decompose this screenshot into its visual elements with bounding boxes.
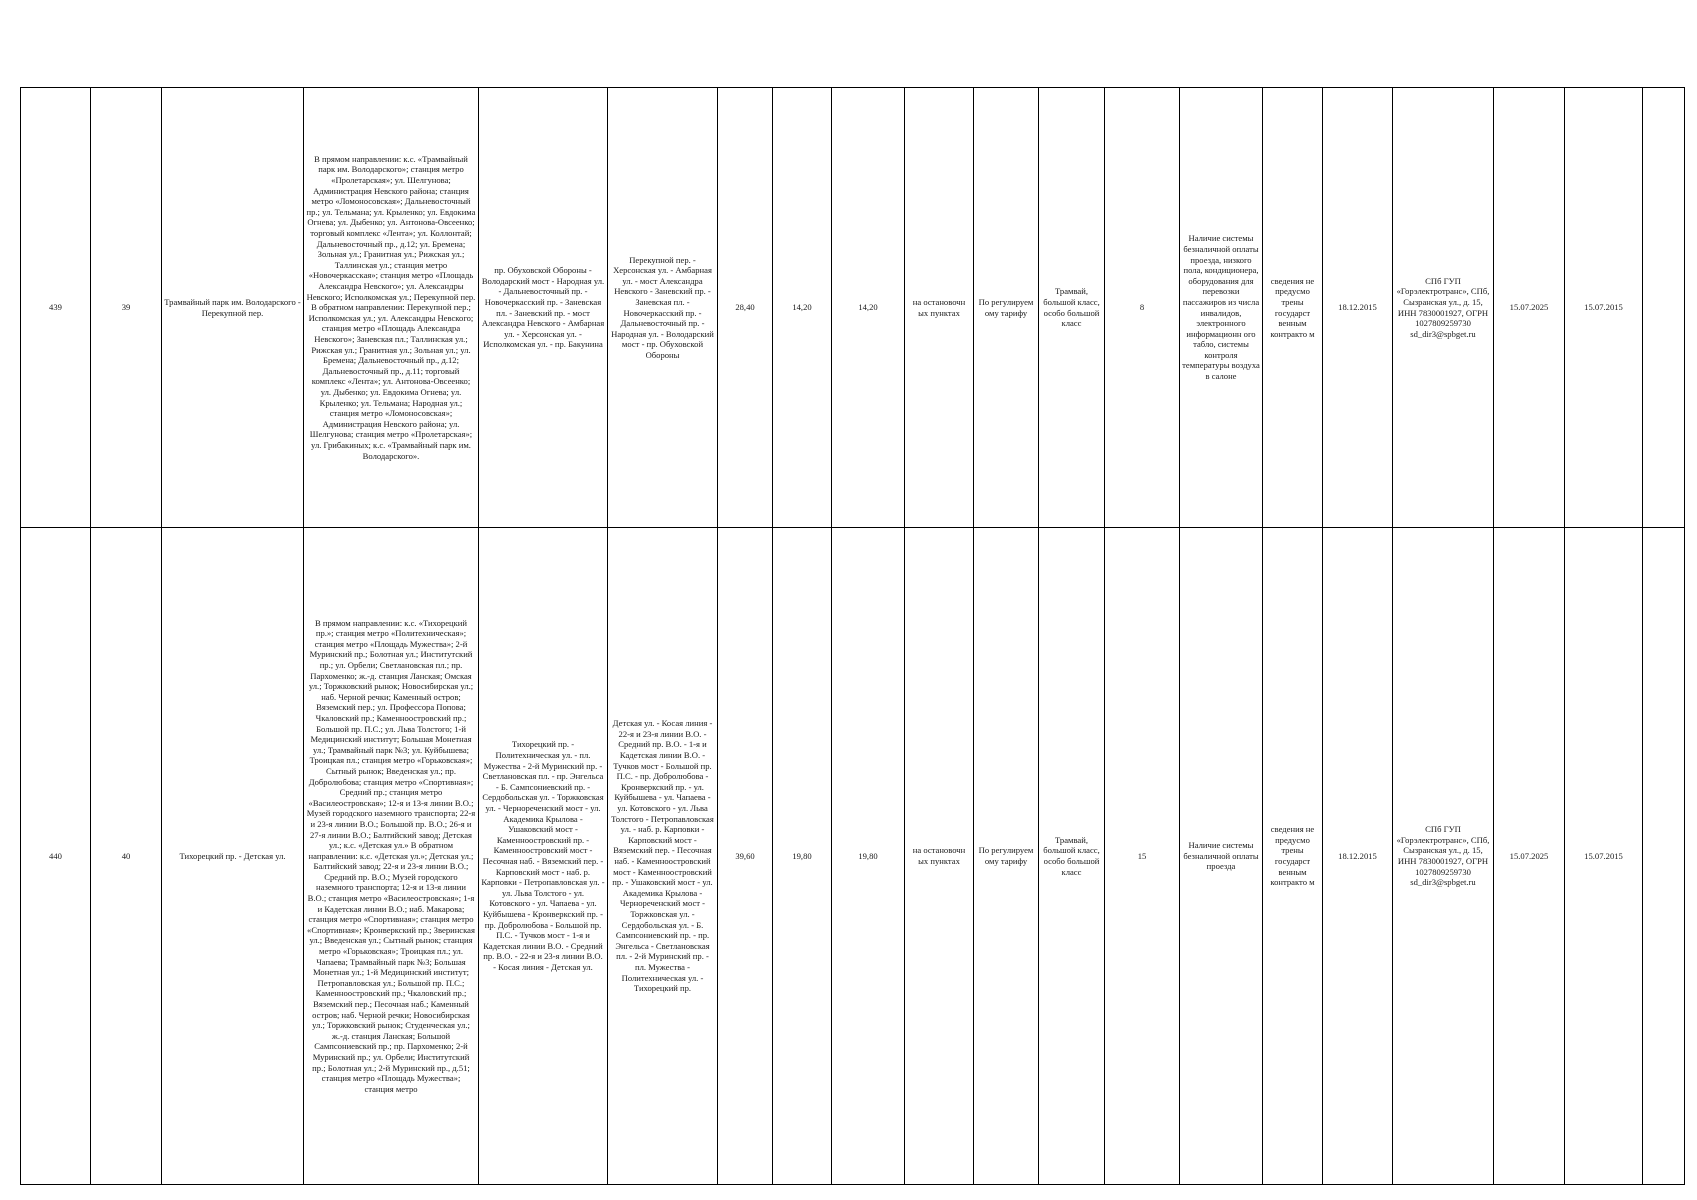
table-row xyxy=(21,88,1697,528)
cell-path-forward: пр. Обуховской Обороны - Володарский мост - Народная ул. - Дальневосточный пр. - Новочеркасский пр. - Заневская пл. - Заневский пр. - мост Александра Невского - Амбарная ул. - Херсонская ул. - Исполкомская ул. - пр. Бакунина xyxy=(479,88,608,528)
cell-route-stops: В прямом направлении: к.с. «Тихорецкий пр.»; станция метро «Политехническая»; станция метро «Площадь Мужества»; 2-й Муринский пр.; Болотная ул.; Институтский пр.; ул. Орбели; Светлановская пл.; пр. Пархоменко; ж.-д. станция Ланская; Омская ул.; Торжковский рынок; Новосибирская ул.; наб. Черной речки; Каменный остров; Вяземский пер.; ул. Профессора Попова; Чкаловский пр.; Каменноостровский пр.; Большой пр. П.С.; ул. Льва Толстого; 1-й Медицинский институт; Большая Монетная ул.; Трамвайный парк №3; ул. Куйбышева; Троицкая пл.; станция метро «Горьковская»; Сытный рынок; Введенская ул.; пр. Добролюбова; станция метро «Спортивная»; Средний пр.; станция метро «Василеостровская»; 12-я и 13-я линии В.О.; Музей городского наземного транспорта; 22-я и 23-я линии В.О.; Большой пр. В.О.; 26-я и 27-я линии В.О.; Балтийский завод; Детская ул.; к.с. «Детская ул.» В обратном направлении: к.с. «Детская ул.»; Детская ул.; Балтийский завод; 22-я и 23-я линии В.О.; Средний пр. В.О.; Музей городского наземного транспорта; 12-я и 13-я линии В.О.; станция метро «Василеостровская»; 1-я и Кадетская линии В.О.; наб. Макарова; станция метро «Спортивная»; станция метро «Спортивная»; Кронверкский пр.; Зверинская ул.; Введенская ул.; Сытный рынок; станция метро «Горьковская»; Троицкая пл.; ул. Чапаева; Трамвайный парк №3; Большая Монетная ул.; 1-й Медицинский институт; Петропавловская ул.; Большой пр. П.С.; Каменноостровский пр.; Чкаловский пр.; Вяземский пер.; Песочная наб.; Каменный остров; наб. Черной речки; Новосибирская ул.; Торжковский рынок; Студенческая ул.; ж.-д. станция Ланская; Большой Сампсониевский пр.; пр. Пархоменко; 2-й Муринский пр.; ул. Орбели; Институтский пр.; Болотная ул.; 2-й Муринский пр., д.51; станция метро «Площадь Мужества»; станция метро xyxy=(304,528,479,1185)
cell-registry-number: 440 xyxy=(21,528,91,1185)
table-row xyxy=(21,528,1697,1185)
cell-carrier: СПб ГУП «Горэлектротранс», СПб, Сызранская ул., д. 15, ИНН 7830001927, ОГРН 1027809259730 sd_dir3@spbget.ru xyxy=(1393,528,1494,1185)
cell-date-b: 15.07.2015 xyxy=(1565,528,1643,1185)
cell-extra-1 xyxy=(1643,88,1685,528)
cell-boarding-order: на остановочн ых пунктах xyxy=(905,528,974,1185)
cell-start-date: 18.12.2015 xyxy=(1323,528,1393,1185)
cell-date-b: 15.07.2015 xyxy=(1565,88,1643,528)
cell-route-name: Трамвайный парк им. Володарского - Перекупной пер. xyxy=(162,88,304,528)
cell-distance-back: 19,80 xyxy=(832,528,905,1185)
cell-route-number: 39 xyxy=(91,88,162,528)
cell-vehicle-count: 8 xyxy=(1105,88,1180,528)
cell-registry-number: 439 xyxy=(21,88,91,528)
cell-start-date: 18.12.2015 xyxy=(1323,88,1393,528)
cell-carrier: СПб ГУП «Горэлектротранс», СПб, Сызранская ул., д. 15, ИНН 7830001927, ОГРН 1027809259730 sd_dir3@spbget.ru xyxy=(1393,88,1494,528)
cell-extra-1 xyxy=(1643,528,1685,1185)
cell-route-length: 28,40 xyxy=(718,88,773,528)
cell-date-a: 15.07.2025 xyxy=(1494,528,1565,1185)
route-registry-table xyxy=(20,87,1697,1185)
cell-route-name: Тихорецкий пр. - Детская ул. xyxy=(162,528,304,1185)
cell-path-back: Детская ул. - Косая линия - 22-я и 23-я линии В.О. - Средний пр. В.О. - 1-я и Кадетская линии В.О. - Тучков мост - Большой пр. П.С. - пр. Добролюбова - Кронверкский пр. - ул. Куйбышева - ул. Чапаева - ул. Котовского - ул. Льва Толстого - Петропавловская ул. - наб. р. Карповки - Карповский мост - Вяземский пер. - Песочная наб. - Каменноостровский мост - Каменноостровский пр. - Ушаковский мост - ул. Академика Крылова - Чернореченский мост - Торжковская ул. - Сердобольская ул. - Б. Сампсониевский пр. - пр. Энгельса - Светлановская пл. - 2-й Муринский пр. - пл. Мужества - Политехническая ул. - Тихорецкий пр. xyxy=(608,528,718,1185)
cell-vehicle-class: Трамвай, большой класс, особо большой класс xyxy=(1039,528,1105,1185)
cell-contract-info: сведения не предусмо трены государст венным контракто м xyxy=(1263,88,1323,528)
cell-boarding-order: на остановочн ых пунктах xyxy=(905,88,974,528)
cell-vehicle-class: Трамвай, большой класс, особо большой класс xyxy=(1039,88,1105,528)
cell-equipment: Наличие системы безналичной оплаты проезда xyxy=(1180,528,1263,1185)
cell-date-a: 15.07.2025 xyxy=(1494,88,1565,528)
cell-path-back: Перекупной пер. - Херсонская ул. - Амбарная ул. - мост Александра Невского - Заневский пр. - Заневская пл. - Новочеркасский пр. - Дальневосточный пр. - Народная ул. - Володарский мост - пр. Обуховской Обороны xyxy=(608,88,718,528)
cell-route-number: 40 xyxy=(91,528,162,1185)
cell-distance-back: 14,20 xyxy=(832,88,905,528)
cell-distance-forward: 19,80 xyxy=(773,528,832,1185)
cell-route-length: 39,60 xyxy=(718,528,773,1185)
cell-route-stops: В прямом направлении: к.с. «Трамвайный парк им. Володарского»; станция метро «Пролетарская»; ул. Шелгунова; Администрация Невского района; станция метро «Ломоносовская»; Дальневосточный пр.; ул. Тельмана; ул. Крыленко; ул. Евдокима Огнева; ул. Дыбенко; ул. Антонова-Овсеенко; торговый комплекс «Лента»; ул. Коллонтай; Дальневосточный пр., д.12; ул. Бремена; Зольная ул.; Гранитная ул.; Рижская ул.; Таллинская ул.; станция метро «Новочеркасская»; станция метро «Площадь Александра Невского»; ул. Александры Невского; Исполкомская ул.; Перекупной пер. В обратном направлении: Перекупной пер.; Исполкомская ул.; ул. Александры Невского; станция метро «Площадь Александра Невского»; Заневская пл.; Таллинская ул.; Рижская ул.; Гранитная ул.; Зольная ул.; ул. Бремена; Дальневосточный пр., д.12; Дальневосточный пр., д.11; торговый комплекс «Лента»; ул. Антонова-Овсеенко; ул. Дыбенко; ул. Евдокима Огнева; ул. Крыленко; ул. Тельмана; Народная ул.; станция метро «Ломоносовская»; Администрация Невского района; ул. Шелгунова; станция метро «Пролетарская»; ул. Грибакиных; к.с. «Трамвайный парк им. Володарского». xyxy=(304,88,479,528)
cell-equipment: Наличие системы безналичной оплаты проезда, низкого пола, кондиционера, оборудования для перевозки пассажиров из числа инвалидов, электронного информационн ого табло, системы контроля температуры воздуха в салоне xyxy=(1180,88,1263,528)
cell-distance-forward: 14,20 xyxy=(773,88,832,528)
cell-contract-info: сведения не предусмо трены государст венным контракто м xyxy=(1263,528,1323,1185)
cell-tariff: По регулируем ому тарифу xyxy=(974,88,1039,528)
cell-tariff: По регулируем ому тарифу xyxy=(974,528,1039,1185)
cell-vehicle-count: 15 xyxy=(1105,528,1180,1185)
cell-path-forward: Тихорецкий пр. - Политехническая ул. - пл. Мужества - 2-й Муринский пр. - Светлановская пл. - пр. Энгельса - Б. Сампсониевский пр. - Сердобольская ул. - Торжковская ул. - Чернореченский мост - ул. Академика Крылова - Ушаковский мост - Каменноостровский пр. - Каменноостровский мост - Песочная наб. - Вяземский пер. - Карповский мост - наб. р. Карповки - Петропавловская ул. - ул. Льва Толстого - ул. Котовского - ул. Чапаева - ул. Куйбышева - Кронверкский пр. - пр. Добролюбова - Большой пр. П.С. - Тучков мост - 1-я и Кадетская линии В.О. - Средний пр. В.О. - 22-я и 23-я линии В.О. - Косая линия - Детская ул. xyxy=(479,528,608,1185)
